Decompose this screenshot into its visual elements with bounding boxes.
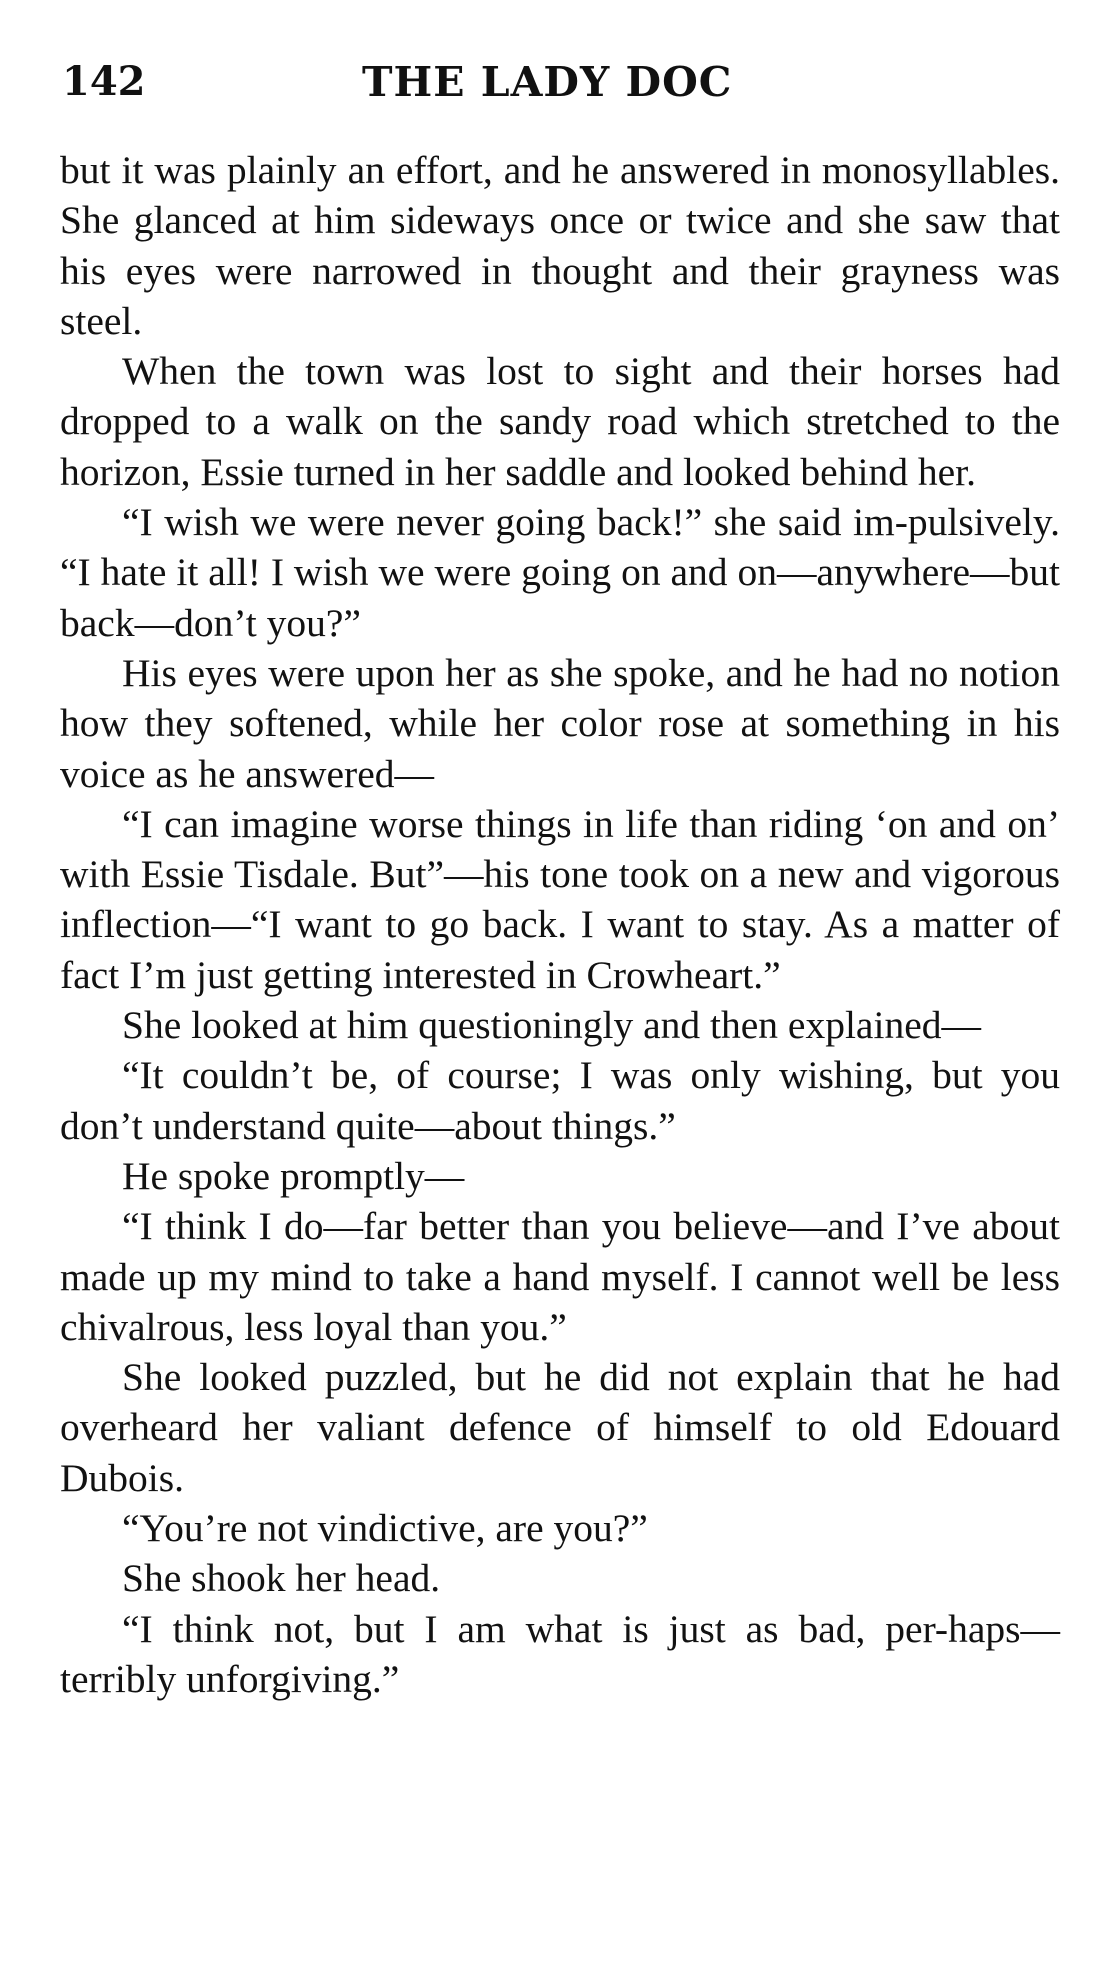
paragraph: “It couldn’t be, of course; I was only wishing, but you don’t understand quite—about things.” [60, 1053, 1060, 1148]
paragraph: She looked puzzled, but he did not explain that he had overheard her valiant defence of himself to old Edouard Dubois. [60, 1355, 1060, 1500]
page-header [62, 54, 1062, 110]
paragraph: “I think not, but I am what is just as bad, per-haps—terribly unforgiving.” [60, 1606, 1060, 1701]
paragraph: “You’re not vindictive, are you?” [122, 1506, 648, 1551]
running-title: THE LADY DOC [362, 58, 733, 106]
paragraph: She looked at him questioningly and then explained— [122, 1003, 981, 1048]
paragraph: “I can imagine worse things in life than riding ‘on and on’ with Essie Tisdale. But”—his tone took on a new and vigorous inflection—“I want to go back. I want to stay. As a matter of fact I’m just getting interested in Crowheart.” [60, 801, 1060, 997]
paragraph: When the town was lost to sight and their horses had dropped to a walk on the sandy road which stretched to the horizon, Essie turned in her saddle and looked behind her. [60, 349, 1060, 494]
paragraph: “I wish we were never going back!” she said im-pulsively. “I hate it all! I wish we were going on and on—anywhere—but back—don’t you?” [60, 500, 1060, 645]
body-text [60, 145, 1060, 1704]
paragraph: He spoke promptly— [122, 1153, 465, 1198]
paragraph: “I think I do—far better than you believe—and I’ve about made up my mind to take a hand myself. I cannot well be less chivalrous, less loyal than you.” [60, 1204, 1060, 1349]
paragraph: His eyes were upon her as she spoke, and he had no notion how they softened, while her color rose at something in his voice as he answered— [60, 650, 1060, 796]
paragraph: but it was plainly an effort, and he answered in monosyllables. She glanced at him sideways once or twice and she saw that his eyes were narrowed in thought and their grayness was steel. [60, 148, 1060, 343]
page-number: 142 [62, 58, 146, 105]
paragraph: She shook her head. [122, 1556, 441, 1601]
